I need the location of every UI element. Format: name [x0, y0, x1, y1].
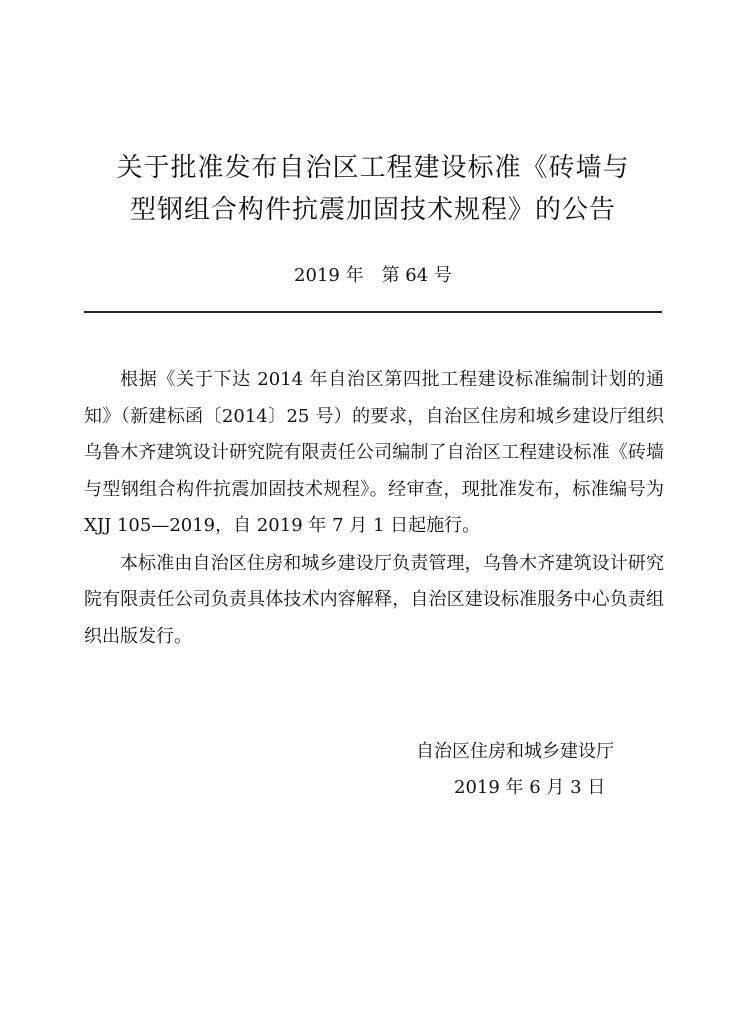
header-divider — [84, 311, 662, 313]
title-line-2: 型钢组合构件抗震加固技术规程》的公告 — [129, 195, 616, 225]
paragraph-approval: 根据《关于下达 2014 年自治区第四批工程建设标准编制计划的通知》（新建标函〔2014〕25 号）的要求，自治区住房和城乡建设厅组织乌鲁木齐建筑设计研究院有限责任公司编制了自治区工程建设标准《砖墙与型钢组合构件抗震加固技术规程》。经审查，现批准发布，标准编号为 XJJ 105—2019，自 2019 年 7 月 1 日起施行。 — [84, 369, 664, 536]
title-line-1: 关于批准发布自治区工程建设标准《砖墙与 — [116, 153, 630, 183]
paragraph-management: 本标准由自治区住房和城乡建设厅负责管理，乌鲁木齐建筑设计研究院有限责任公司负责具体技术内容解释，自治区建设标准服务中心负责组织出版发行。 — [84, 552, 664, 647]
document-number: 2019 年 第 64 号 — [294, 265, 452, 286]
issuer-signature: 自治区住房和城乡建设厅 — [416, 741, 614, 762]
announcement-body — [84, 362, 664, 655]
issue-date: 2019 年 6 月 3 日 — [454, 777, 606, 798]
